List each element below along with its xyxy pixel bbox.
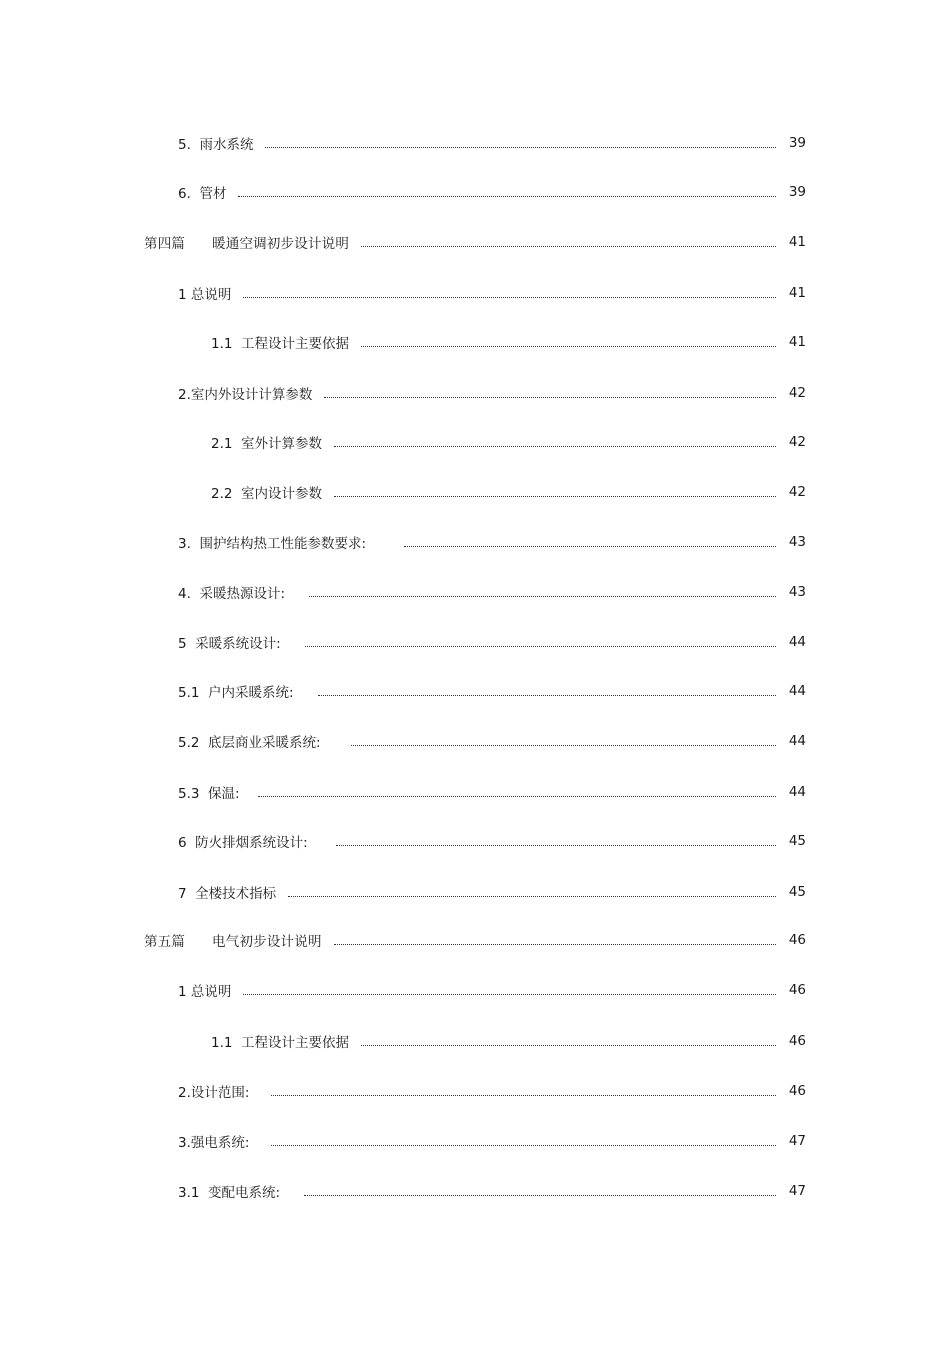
toc-entry [0,330,950,354]
toc-entry [0,381,950,405]
toc-entry-title: 1.1 工程设计主要依据 [211,336,350,352]
toc-part-title: 第五篇 电气初步设计说明 [144,934,322,950]
toc-leader-dots [318,694,776,696]
toc-entry-title: 6. 管材 [178,186,227,202]
toc-page-number: 46 [788,1083,806,1099]
toc-leader-dots [324,396,776,398]
toc-page-number: 41 [788,285,806,301]
toc-entry-title: 2.设计范围: [178,1085,250,1101]
toc-entry [0,1129,950,1153]
toc-leader-dots [265,146,776,148]
toc-page-number: 45 [788,884,806,900]
toc-page-number: 42 [788,484,806,500]
toc-page-number: 42 [788,385,806,401]
toc-page-number: 46 [788,932,806,948]
toc-entry [0,530,950,554]
toc-entry-title: 2.2 室内设计参数 [211,486,323,502]
toc-page-number: 39 [788,135,806,151]
toc-entry-title: 4. 采暖热源设计: [178,586,286,602]
toc-entry-title: 1 总说明 [178,287,232,303]
toc-part-entry [0,230,950,254]
toc-entry [0,679,950,703]
toc-page-number: 44 [788,634,806,650]
toc-page-number: 39 [788,184,806,200]
toc-part-title: 第四篇 暖通空调初步设计说明 [144,236,350,252]
toc-part-entry [0,928,950,952]
toc-entry [0,630,950,654]
toc-entry-title: 5. 雨水系统 [178,137,254,153]
toc-entry-title: 2.室内外设计计算参数 [178,387,313,403]
toc-entry [0,131,950,155]
toc-entry [0,580,950,604]
toc-entry [0,1179,950,1203]
toc-leader-dots [334,495,776,497]
toc-leader-dots [334,445,776,447]
toc-page-number: 46 [788,1033,806,1049]
toc-leader-dots [351,744,776,746]
toc-entry [0,978,950,1002]
toc-entry-title: 3.强电系统: [178,1135,250,1151]
toc-entry [0,829,950,853]
toc-page-number: 47 [788,1183,806,1199]
toc-entry-title: 1 总说明 [178,984,232,1000]
toc-entry-title: 5 采暖系统设计: [178,636,281,652]
toc-leader-dots [404,545,776,547]
toc-page-number: 42 [788,434,806,450]
toc-page-number: 41 [788,234,806,250]
toc-entry-title: 2.1 室外计算参数 [211,436,323,452]
toc-page-number: 47 [788,1133,806,1149]
toc-leader-dots [258,795,776,797]
toc-leader-dots [238,195,776,197]
toc-entry-title: 1.1 工程设计主要依据 [211,1035,350,1051]
toc-entry [0,180,950,204]
toc-entry-title: 3. 围护结构热工性能参数要求: [178,536,367,552]
toc-leader-dots [271,1144,776,1146]
toc-entry [0,1029,950,1053]
toc-leader-dots [243,296,776,298]
toc-leader-dots [304,1194,776,1196]
toc-leader-dots [271,1094,776,1096]
toc-entry [0,430,950,454]
toc-entry-title: 7 全楼技术指标 [178,886,277,902]
toc-entry [0,780,950,804]
toc-entry-title: 5.1 户内采暖系统: [178,685,294,701]
toc-page-number: 41 [788,334,806,350]
toc-entry-title: 6 防火排烟系统设计: [178,835,308,851]
toc-entry-title: 5.3 保温: [178,786,240,802]
toc-page-number: 44 [788,784,806,800]
toc-entry [0,880,950,904]
toc-leader-dots [305,645,776,647]
toc-page-number: 43 [788,584,806,600]
toc-page-number: 45 [788,833,806,849]
toc-leader-dots [361,245,776,247]
toc-entry [0,729,950,753]
toc-leader-dots [309,595,776,597]
toc-page-number: 44 [788,683,806,699]
toc-entry-title: 3.1 变配电系统: [178,1185,281,1201]
toc-page-number: 46 [788,982,806,998]
toc-entry [0,281,950,305]
toc-leader-dots [361,345,776,347]
toc-leader-dots [361,1044,776,1046]
toc-page-number: 43 [788,534,806,550]
toc-leader-dots [334,943,776,945]
toc-leader-dots [336,844,776,846]
toc-leader-dots [243,993,776,995]
toc-entry [0,480,950,504]
toc-leader-dots [288,895,776,897]
toc-entry-title: 5.2 底层商业采暖系统: [178,735,321,751]
toc-page-number: 44 [788,733,806,749]
toc-entry [0,1079,950,1103]
